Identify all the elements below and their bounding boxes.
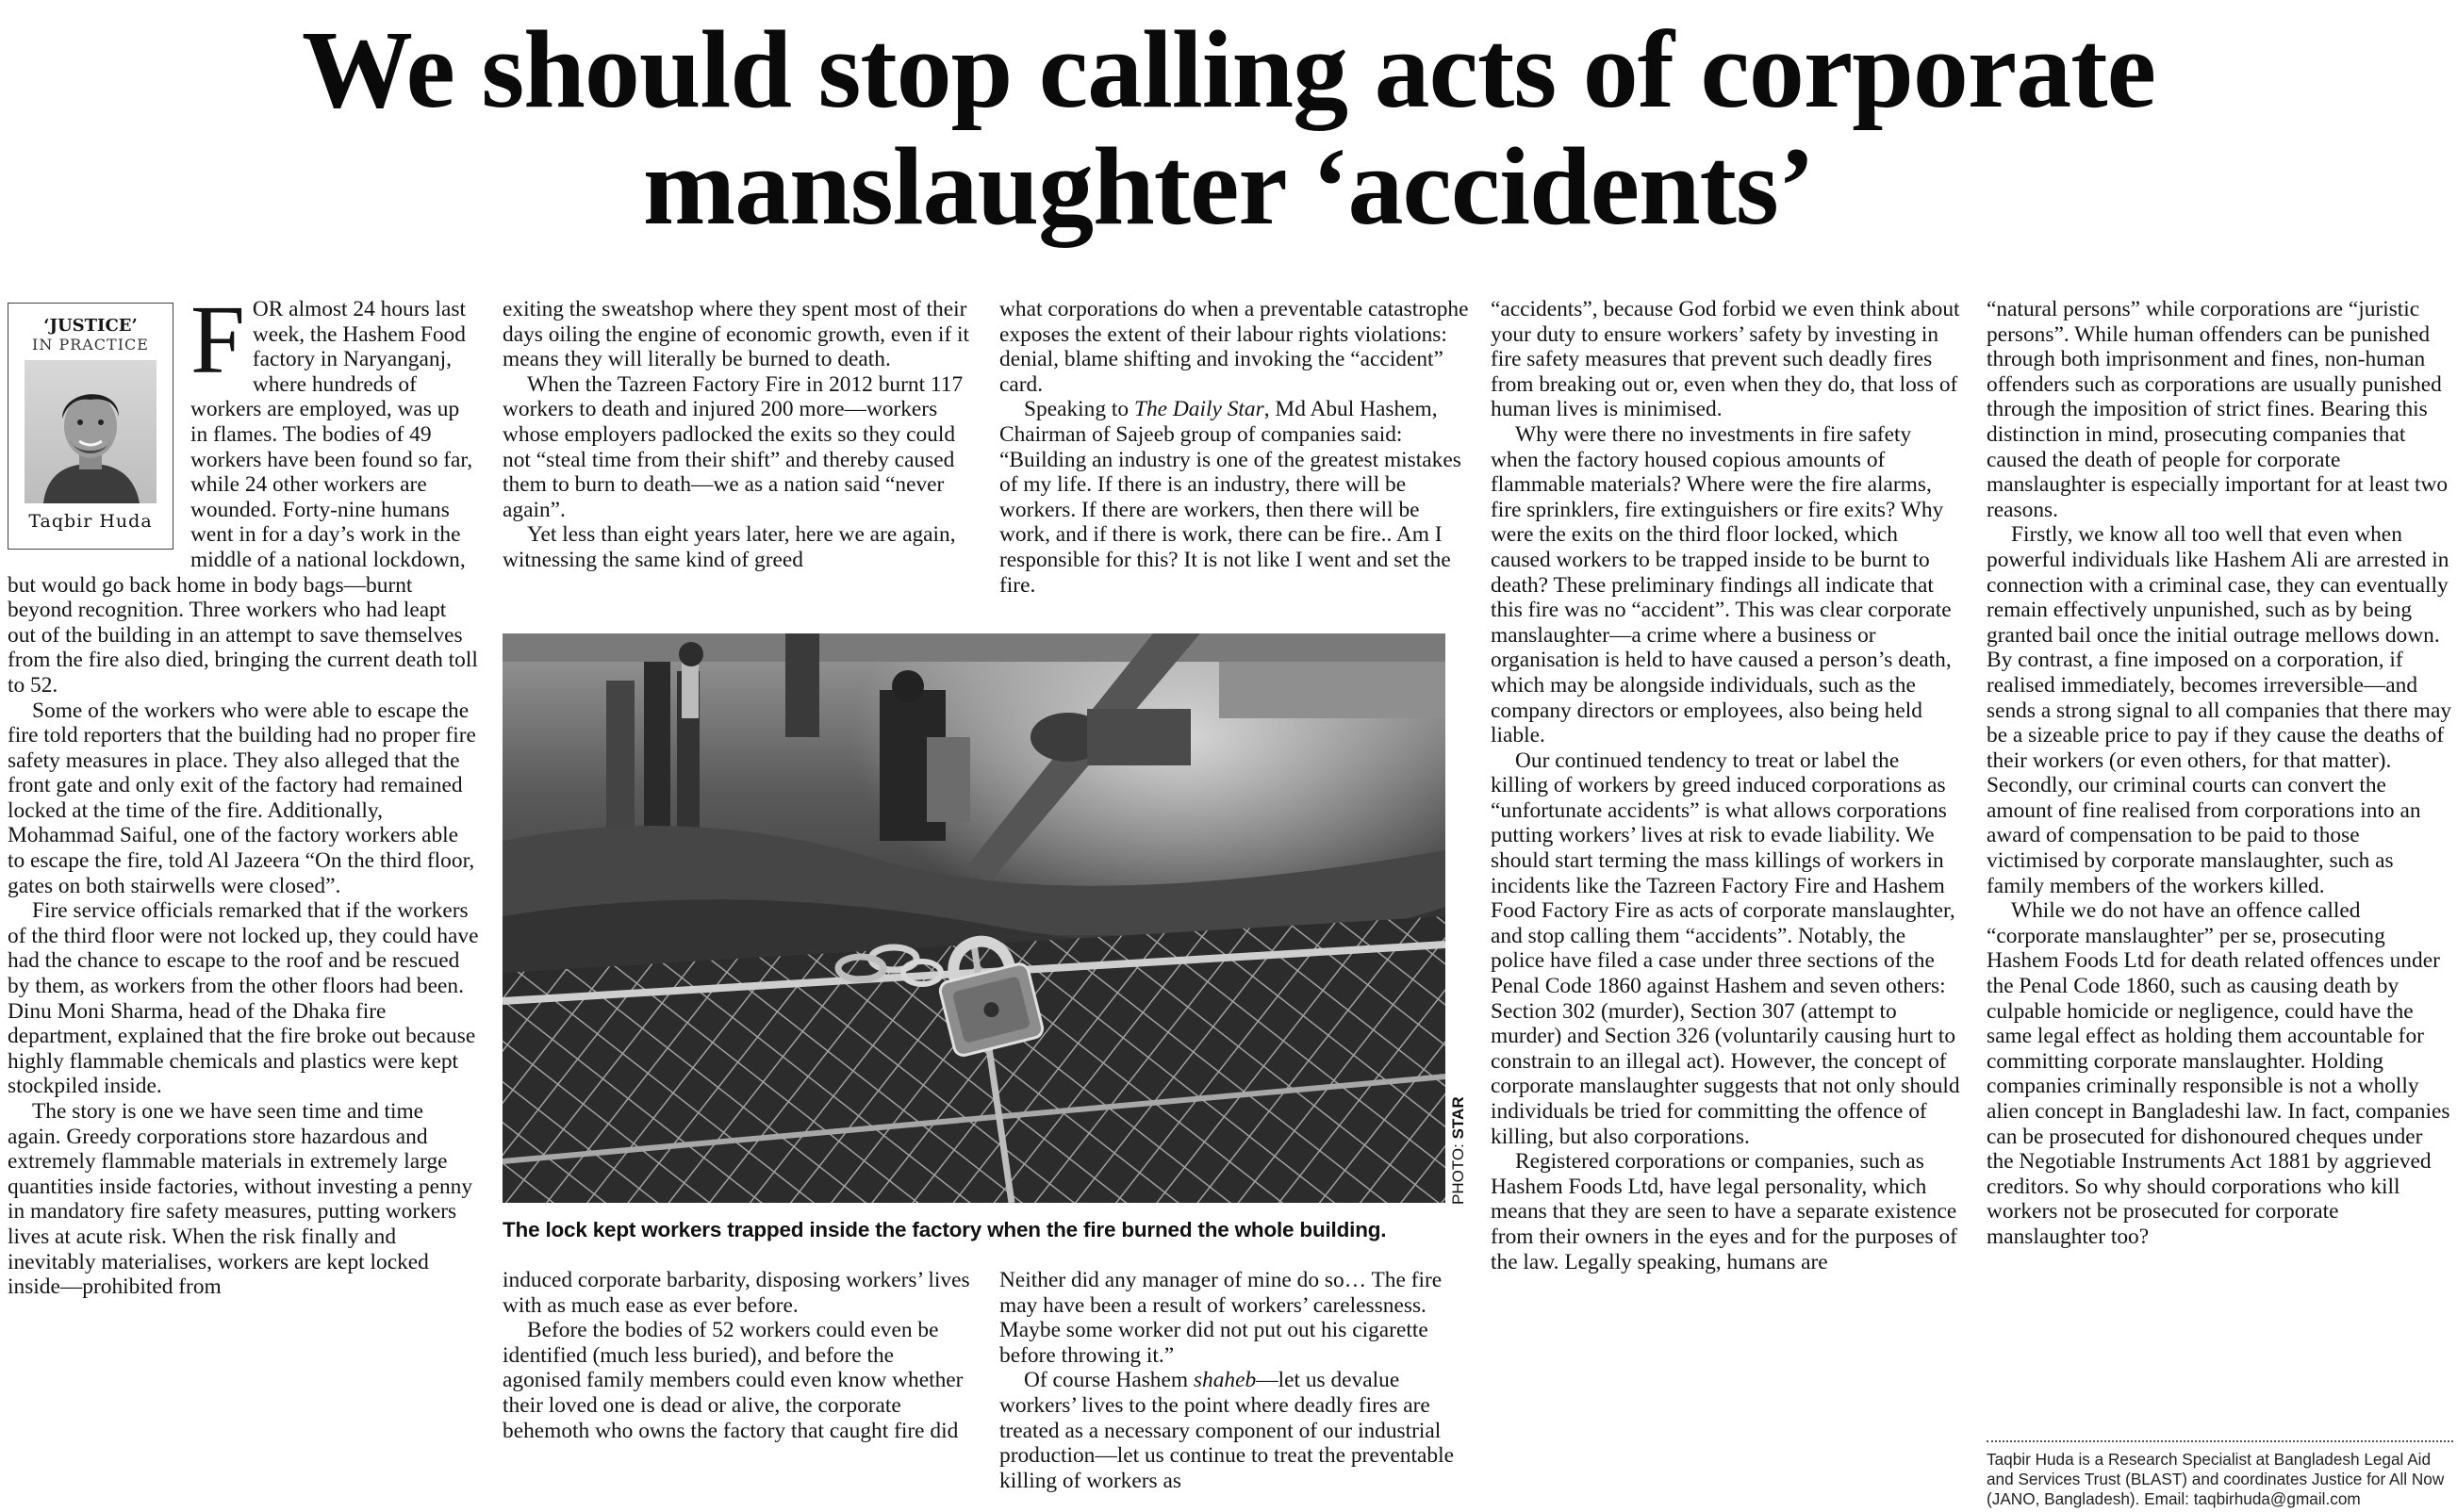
drop-cap: F — [190, 297, 245, 394]
text-run: Speaking to — [1024, 397, 1134, 422]
paragraph: exiting the sweatshop where they spent most of their days oiling the engine of economic growth, even if it means they will literally be burned to death. — [503, 297, 969, 372]
paragraph: Before the bodies of 52 workers could even be identified (much less buried), and before the agonised family members could even know whether their loved one is dead or alive, the corporate behemoth who owns the factory that caught fire did — [503, 1318, 964, 1443]
paragraph: “natural persons” while corporations are “juristic persons”. While human offenders can be punished through both imprisonment and fines, non-human offenders such as corporations are usually punished through the imposition of strict fines. Bearing this distinction in mind, prosecuting companies that caused the death of people for corporate manslaughter is especially important for at least two reasons. — [1987, 297, 2449, 522]
bio-divider — [1987, 1440, 2453, 1442]
paragraph: induced corporate barbarity, disposing workers’ lives with as much ease as ever before. — [503, 1268, 970, 1318]
paragraph: While we do not have an offence called “corporate manslaughter” per se, prosecuting Hashem Foods Ltd for death related offences under the Penal Code 1860, such as causing death by culpable homicide or negligence, could have the same legal effect as holding them accountable for committing corporate manslaughter. Holding companies criminally responsible is not a wholly alien concept in Bangladeshi law. In fact, companies can be prosecuted for dishonoured cheques under the Negotiable Instruments Act 1881 by aggrieved creditors. So why should corporations who kill workers not be prosecuted for corporate manslaughter too? — [1987, 898, 2450, 1249]
paragraph: OR almost 24 hours last week, the Hashem Food factory in Naryanganj, where hundreds of workers are employed, was up in flames. The bodies of 49 workers have been found so far, while 24 other workers are wounded. Forty-nine humans went in for a day’s work in the middle of a national lockdown, but would go back home in body bags—burnt beyond recognition. Three workers who had leapt out of the building in an attempt to save themselves from the fire also died, bringing the current death toll to 52. — [8, 297, 478, 698]
honorific: shaheb — [1193, 1368, 1257, 1393]
paragraph: Some of the workers who were able to escape the fire told reporters that the building had no proper fire safety measures in place. They also alleged that the front gate and only exit of the factory had remained locked at the time of the fire. Additionally, Mohammad Saiful, one of the factory workers able to escape the fire, told Al Jazeera “On the third floor, gates on both stairwells were closed”. — [8, 698, 476, 898]
column-tag-subtitle: IN PRACTICE — [32, 336, 149, 353]
newspaper-name: The Daily Star — [1133, 397, 1264, 422]
headline: We should stop calling acts of corporate manslaughter ‘accidents’ — [302, 8, 2155, 248]
paragraph: When the Tazreen Factory Fire in 2012 burnt 117 workers to death and injured 200 more—workers whose employers padlocked the exits so they could not “steal time from their shift” and thereby caused them to burn to death—we as a nation said “never again”. — [503, 371, 964, 522]
article-column-3-bottom — [999, 1268, 1471, 1508]
article-column-1 — [8, 297, 479, 1505]
paragraph: Fire service officials remarked that if the workers of the third floor were not locked up, they could have had the chance to escape to the roof and be rescued by them, as workers from the other floors had been. Dinu Moni Sharma, head of the Dhaka fire department, explained that the fire broke out because highly flammable chemicals and plastics were kept stockpiled inside. — [8, 898, 479, 1099]
paragraph: “accidents”, because God forbid we even think about your duty to ensure workers’ safety by investing in fire safety measures that prevent such deadly fires from breaking out or, even when they do, that loss of human lives is minimised. — [1491, 297, 1960, 422]
paragraph: Firstly, we know all too well that even when powerful individuals like Hashem Ali are arrested in connection with a criminal case, they can eventually remain effectively unpunished, such as by being granted bail once the initial outrage mellows down. By contrast, a fine imposed on a corporation, if realised immediately, becomes irreversible—and sends a strong signal to all companies that there may be a sizeable price to pay if they cause the deaths of their workers (or even others, for that matter). Secondly, our criminal courts can convert the amount of fine realised from corporations into an award of compensation to be paid to those victimised by corporate manslaughter, such as family members of the workers killed. — [1987, 522, 2452, 898]
paragraph: Why were there no investments in fire safety when the factory housed copious amounts of flammable materials? Where were the fire alarms, fire sprinklers, fire extinguishers or fire exits? Why were the exits on the third floor locked, which caused workers to be trapped inside to be burnt to death? These preliminary findings all indicate that this fire was no “accident”. This was clear corporate manslaughter—a crime where a business or organisation is held to have caused a person’s death, which may be alongside individuals, such as the company directors or employees, also being held liable. — [1491, 421, 1952, 748]
article-column-2-top — [503, 297, 974, 608]
paragraph: The story is one we have seen time and time again. Greedy corporations store hazardous and extremely flammable materials in extremely large quantities inside factories, without investing a penny in mandatory fire safety measures, putting workers lives at acute risk. When the risk finally and inevitably materialises, workers are kept locked inside—prohibited from — [8, 1099, 473, 1300]
author-box — [8, 303, 173, 550]
paragraph: Our continued tendency to treat or label the killing of workers by greed induced corporations as “unfortunate accidents” is what allows corporations putting workers’ lives at risk to evade liability. We should start terming the mass killings of workers in incidents like the Tazreen Factory Fire and Hashem Food Factory Fire as acts of corporate manslaughter, and stop calling them “accidents”. Notably, the police have filed a case under three sections of the Penal Code 1860 against Hashem and seven others: Section 302 (murder), Section 307 (attempt to murder) and Section 326 (voluntarily causing hurt to constrain to an illegal act). However, the concept of corporate manslaughter suggests that not only should individuals be tried for committing the offence of killing, but also corporations. — [1491, 748, 1960, 1149]
paragraph: Yet less than eight years later, here we are again, witnessing the same kind of greed — [503, 522, 956, 572]
article-column-5 — [1987, 297, 2453, 1433]
column-tag: ‘JUSTICE’ — [43, 316, 138, 336]
paragraph — [999, 1368, 1471, 1493]
paragraph: Neither did any manager of mine do so… The fire may have been a result of workers’ carelessness. Maybe some worker did not put out his cigarette before throwing it.” — [999, 1268, 1443, 1368]
article-column-4 — [1491, 297, 1962, 1505]
photo-credit-source: STAR — [1449, 1096, 1467, 1140]
paragraph: what corporations do when a preventable catastrophe exposes the extent of their labour rights violations: denial, blame shifting and invoking the “accident” card. — [999, 297, 1469, 397]
paragraph: Registered corporations or companies, such as Hashem Foods Ltd, have legal personality, which means that they are seen to have a separate existence from their owners in the eyes and for the purposes of the law. Legally speaking, humans are — [1491, 1149, 1957, 1274]
author-photo — [25, 360, 157, 503]
article-column-2-bottom — [503, 1268, 974, 1508]
text-run: —let us devalue workers’ lives to the point where deadly fires are treated as a necessary component of our industrial production—let us continue to treat the preventable killing of workers as — [999, 1368, 1454, 1493]
photo-credit-label: PHOTO: — [1449, 1139, 1467, 1205]
paragraph — [999, 397, 1471, 598]
photo-caption: The lock kept workers trapped inside the factory when the fire burned the whole building. — [503, 1218, 1387, 1241]
text-run: Of course Hashem — [1024, 1368, 1194, 1393]
author-name: Taqbir Huda — [28, 511, 153, 532]
text-run: , Md Abul Hashem, Chairman of Sajeeb group of companies said: “Building an industry is one of the greatest mistakes of my life. If there is an industry, there will be workers. If there are workers, then there will be work, and if there is work, there can be fire.. Am I responsible for this? It is not like I went and set the fire. — [999, 397, 1461, 598]
article-column-3-top — [999, 297, 1471, 608]
article-photo — [503, 633, 1445, 1203]
author-bio: Taqbir Huda is a Research Specialist at Bangladesh Legal Aid and Services Trust (BLAST) and coordinates Justice for All Now (JANO, Bangladesh). Email: taqbirhuda@gmail.com — [1987, 1450, 2445, 1508]
photo-credit — [1449, 1082, 1472, 1205]
